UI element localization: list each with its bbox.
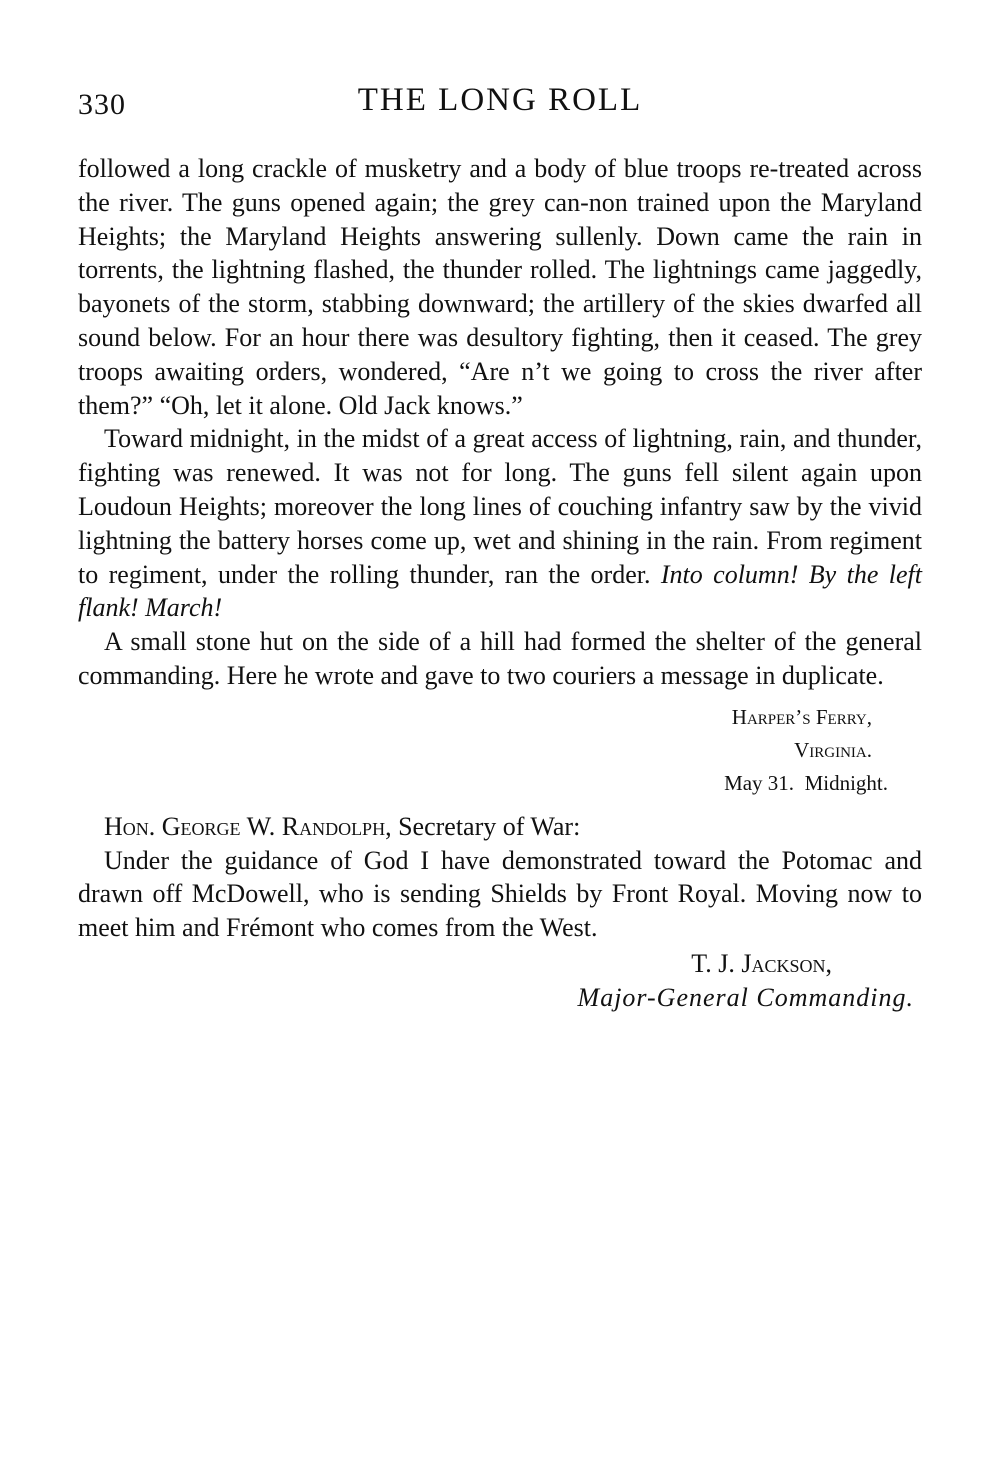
paragraph-midnight-fighting	[78, 422, 922, 625]
dateline-place: Harper’s Ferry,	[731, 704, 872, 729]
running-title: THE LONG ROLL	[357, 82, 643, 118]
body-text	[78, 152, 922, 1015]
signature-name: T. J. Jackson,	[691, 948, 832, 978]
letter-addressee: Hon. George W. Randolph	[104, 811, 386, 841]
marching-order: Into column! By the left flank! March!	[78, 559, 922, 623]
letter-signature	[78, 947, 922, 1015]
paragraph-continued: followed a long crackle of musketry and a body of blue troops re-treated across the river. The guns opened again; the grey can-non trained upon the Maryland Heights; the Maryland Heights answering sullenly. Down came the rain in torrents, the lightning flashed, the thunder rolled. The lightnings came jaggedly, bayonets of the storm, stabbing downward; the artillery of the skies dwarfed all sound below. For an hour there was desultory fighting, then it ceased. The grey troops awaiting orders, wondered, “Are n’t we going to cross the river after them?” “Oh, let it alone. Old Jack knows.”	[78, 154, 922, 420]
signature-title: Major-General Commanding.	[577, 982, 914, 1012]
letter-salutation	[78, 810, 922, 844]
page-number: 330	[78, 88, 126, 121]
letter-addressee-title: , Secretary of War:	[385, 811, 581, 841]
letter-dateline	[78, 701, 922, 800]
dateline-date-time	[78, 767, 888, 800]
dateline-state: Virginia.	[794, 737, 872, 762]
paragraph-stone-hut: A small stone hut on the side of a hill had formed the shelter of the general commanding. Here he wrote and gave to two couriers a message in duplicate.	[78, 627, 922, 690]
paragraph-text: Toward midnight, in the midst of a great access of lightning, rain, and thunder, fighting was renewed. It was not for long. The guns fell silent again upon Loudoun Heights; moreover the long lines of couching infantry saw by the vivid lightning the battery horses come up, wet and shining in the rain. From regiment to regiment, under the rolling thunder, ran the order.	[78, 424, 922, 589]
dateline-time: Midnight.	[804, 770, 888, 795]
page-header	[78, 82, 922, 132]
letter-body: Under the guidance of God I have demonstrated toward the Potomac and drawn off McDowell, who is sending Shields by Front Royal. Moving now to meet him and Frémont who comes from the West.	[78, 845, 922, 943]
dateline-date: May 31.	[724, 770, 795, 795]
